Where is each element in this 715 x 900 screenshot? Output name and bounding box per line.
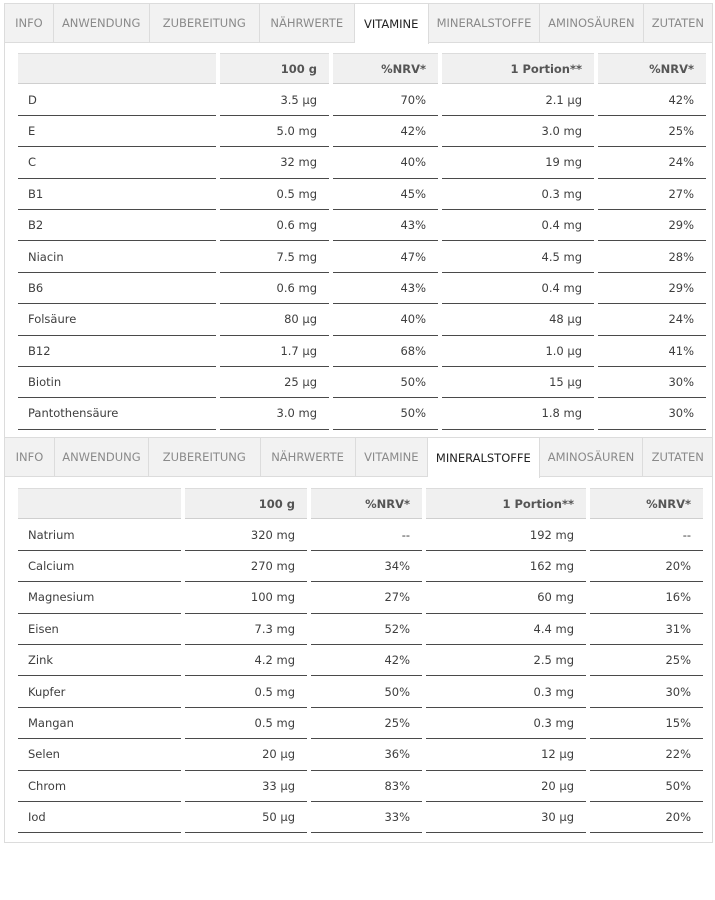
amount-per-100g: 0.6 mg bbox=[220, 273, 329, 304]
nutrient-name: B2 bbox=[18, 210, 216, 241]
nrv-per-portion: 24% bbox=[598, 304, 706, 335]
amount-per-100g: 7.3 mg bbox=[185, 614, 307, 645]
amount-per-portion: 48 µg bbox=[442, 304, 594, 335]
table-row bbox=[18, 676, 703, 707]
amount-per-portion: 0.3 mg bbox=[426, 676, 586, 707]
tab-naehrwerte[interactable]: NÄHRWERTE bbox=[260, 4, 355, 42]
table-row bbox=[18, 241, 706, 272]
table-row bbox=[18, 645, 703, 676]
nrv-per-100g: 45% bbox=[333, 179, 438, 210]
nrv-per-portion: 41% bbox=[598, 336, 706, 367]
amount-per-portion: 2.5 mg bbox=[426, 645, 586, 676]
amount-per-100g: 100 mg bbox=[185, 582, 307, 613]
nutrient-name: Pantothensäure bbox=[18, 398, 216, 429]
nrv-per-100g: 43% bbox=[333, 273, 438, 304]
tab-info[interactable]: INFO bbox=[5, 438, 55, 476]
header-nrv-portion: %NRV* bbox=[590, 488, 703, 519]
nutrient-name: Eisen bbox=[18, 614, 181, 645]
amount-per-portion: 60 mg bbox=[426, 582, 586, 613]
nrv-per-100g: 40% bbox=[333, 147, 438, 178]
vitamine-table bbox=[18, 53, 706, 430]
table-row bbox=[18, 304, 706, 335]
table-header-row bbox=[18, 53, 706, 84]
nutrient-name: Natrium bbox=[18, 519, 181, 550]
amount-per-portion: 0.3 mg bbox=[426, 708, 586, 739]
nutrient-name: Mangan bbox=[18, 708, 181, 739]
nrv-per-100g: 83% bbox=[311, 771, 422, 802]
nrv-per-100g: 52% bbox=[311, 614, 422, 645]
amount-per-100g: 33 µg bbox=[185, 771, 307, 802]
amount-per-100g: 5.0 mg bbox=[220, 116, 329, 147]
table-row bbox=[18, 210, 706, 241]
nrv-per-portion: 42% bbox=[598, 84, 706, 115]
table-row bbox=[18, 147, 706, 178]
nrv-per-portion: 30% bbox=[590, 676, 703, 707]
nutrient-name: Zink bbox=[18, 645, 181, 676]
nrv-per-100g: 33% bbox=[311, 802, 422, 833]
amount-per-portion: 1.8 mg bbox=[442, 398, 594, 429]
nutrient-name: Calcium bbox=[18, 551, 181, 582]
amount-per-portion: 30 µg bbox=[426, 802, 586, 833]
tab-zutaten[interactable]: ZUTATEN bbox=[651, 450, 704, 464]
tab-vitamine[interactable]: VITAMINE bbox=[356, 438, 428, 476]
nrv-per-100g: -- bbox=[311, 519, 422, 550]
table-row bbox=[18, 84, 706, 115]
nrv-per-portion: 24% bbox=[598, 147, 706, 178]
nrv-per-100g: 36% bbox=[311, 739, 422, 770]
tab-aminosaeuren[interactable]: AMINOSÄUREN bbox=[540, 4, 644, 42]
amount-per-100g: 50 µg bbox=[185, 802, 307, 833]
nrv-per-portion: 20% bbox=[590, 551, 703, 582]
table-row bbox=[18, 519, 703, 550]
tab-vitamine[interactable]: VITAMINE bbox=[355, 4, 429, 44]
nrv-per-portion: 30% bbox=[598, 398, 706, 429]
amount-per-portion: 19 mg bbox=[442, 147, 594, 178]
nrv-per-100g: 70% bbox=[333, 84, 438, 115]
amount-per-100g: 1.7 µg bbox=[220, 336, 329, 367]
amount-per-100g: 0.5 mg bbox=[220, 179, 329, 210]
tab-zutaten[interactable]: ZUTATEN bbox=[651, 16, 704, 30]
amount-per-100g: 3.5 µg bbox=[220, 84, 329, 115]
nutrient-name: D bbox=[18, 84, 216, 115]
nutrient-name: B12 bbox=[18, 336, 216, 367]
amount-per-100g: 4.2 mg bbox=[185, 645, 307, 676]
vitamine-panel bbox=[4, 3, 713, 441]
nrv-per-100g: 25% bbox=[311, 708, 422, 739]
table-row bbox=[18, 708, 703, 739]
tab-anwendung[interactable]: ANWENDUNG bbox=[54, 4, 150, 42]
table-row bbox=[18, 802, 703, 833]
table-row bbox=[18, 116, 706, 147]
table-row bbox=[18, 336, 706, 367]
nrv-per-100g: 50% bbox=[333, 398, 438, 429]
nrv-per-portion: 20% bbox=[590, 802, 703, 833]
nrv-per-portion: -- bbox=[590, 519, 703, 550]
nutrient-name: C bbox=[18, 147, 216, 178]
header-portion: 1 Portion** bbox=[426, 488, 586, 519]
amount-per-portion: 0.4 mg bbox=[442, 273, 594, 304]
amount-per-portion: 0.4 mg bbox=[442, 210, 594, 241]
nrv-per-100g: 43% bbox=[333, 210, 438, 241]
header-label bbox=[18, 53, 216, 84]
amount-per-portion: 1.0 µg bbox=[442, 336, 594, 367]
amount-per-100g: 0.5 mg bbox=[185, 676, 307, 707]
nrv-per-100g: 50% bbox=[333, 367, 438, 398]
header-per-100g: 100 g bbox=[220, 53, 329, 84]
nutrient-name: Magnesium bbox=[18, 582, 181, 613]
amount-per-portion: 3.0 mg bbox=[442, 116, 594, 147]
table-row bbox=[18, 582, 703, 613]
nrv-per-portion: 25% bbox=[598, 116, 706, 147]
amount-per-portion: 192 mg bbox=[426, 519, 586, 550]
tab-mineralstoffe[interactable]: MINERALSTOFFE bbox=[428, 438, 540, 478]
header-nrv: %NRV* bbox=[311, 488, 422, 519]
tab-bar bbox=[5, 4, 712, 43]
nrv-per-100g: 68% bbox=[333, 336, 438, 367]
nrv-per-portion: 25% bbox=[590, 645, 703, 676]
nrv-per-portion: 31% bbox=[590, 614, 703, 645]
table-row bbox=[18, 179, 706, 210]
header-nrv-portion: %NRV* bbox=[598, 53, 706, 84]
amount-per-portion: 2.1 µg bbox=[442, 84, 594, 115]
nrv-per-100g: 27% bbox=[311, 582, 422, 613]
nrv-per-portion: 29% bbox=[598, 210, 706, 241]
amount-per-100g: 20 µg bbox=[185, 739, 307, 770]
nutrient-name: Biotin bbox=[18, 367, 216, 398]
header-per-100g: 100 g bbox=[185, 488, 307, 519]
header-nrv: %NRV* bbox=[333, 53, 438, 84]
nrv-per-portion: 30% bbox=[598, 367, 706, 398]
amount-per-portion: 0.3 mg bbox=[442, 179, 594, 210]
table-row bbox=[18, 273, 706, 304]
amount-per-100g: 270 mg bbox=[185, 551, 307, 582]
amount-per-portion: 4.4 mg bbox=[426, 614, 586, 645]
nrv-per-100g: 42% bbox=[311, 645, 422, 676]
nrv-per-100g: 47% bbox=[333, 241, 438, 272]
amount-per-portion: 20 µg bbox=[426, 771, 586, 802]
tab-naehrwerte[interactable]: NÄHRWERTE bbox=[261, 438, 356, 476]
amount-per-100g: 7.5 mg bbox=[220, 241, 329, 272]
tab-bar bbox=[5, 438, 712, 477]
nrv-per-100g: 34% bbox=[311, 551, 422, 582]
nrv-per-100g: 50% bbox=[311, 676, 422, 707]
table-row bbox=[18, 739, 703, 770]
nutrient-name: B6 bbox=[18, 273, 216, 304]
nrv-per-portion: 28% bbox=[598, 241, 706, 272]
amount-per-100g: 32 mg bbox=[220, 147, 329, 178]
amount-per-portion: 4.5 mg bbox=[442, 241, 594, 272]
amount-per-100g: 0.6 mg bbox=[220, 210, 329, 241]
table-row bbox=[18, 771, 703, 802]
tab-info[interactable]: INFO bbox=[5, 4, 54, 42]
nutrient-name: Selen bbox=[18, 739, 181, 770]
amount-per-portion: 162 mg bbox=[426, 551, 586, 582]
amount-per-100g: 0.5 mg bbox=[185, 708, 307, 739]
mineralstoffe-panel bbox=[4, 437, 713, 843]
tab-zubereitung[interactable]: ZUBEREITUNG bbox=[149, 438, 261, 476]
table-row bbox=[18, 551, 703, 582]
amount-per-100g: 3.0 mg bbox=[220, 398, 329, 429]
nrv-per-portion: 22% bbox=[590, 739, 703, 770]
nrv-per-portion: 50% bbox=[590, 771, 703, 802]
table-row bbox=[18, 367, 706, 398]
nutrient-name: Niacin bbox=[18, 241, 216, 272]
table-row bbox=[18, 398, 706, 429]
nutrient-name: Kupfer bbox=[18, 676, 181, 707]
tab-zubereitung[interactable]: ZUBEREITUNG bbox=[150, 4, 260, 42]
amount-per-100g: 80 µg bbox=[220, 304, 329, 335]
nrv-per-100g: 42% bbox=[333, 116, 438, 147]
amount-per-portion: 12 µg bbox=[426, 739, 586, 770]
nutrient-name: Iod bbox=[18, 802, 181, 833]
tab-mineralstoffe[interactable]: MINERALSTOFFE bbox=[429, 4, 540, 42]
amount-per-100g: 320 mg bbox=[185, 519, 307, 550]
nutrient-name: E bbox=[18, 116, 216, 147]
amount-per-100g: 25 µg bbox=[220, 367, 329, 398]
nutrient-name: B1 bbox=[18, 179, 216, 210]
tab-anwendung[interactable]: ANWENDUNG bbox=[55, 438, 149, 476]
header-portion: 1 Portion** bbox=[442, 53, 594, 84]
nrv-per-portion: 15% bbox=[590, 708, 703, 739]
table-row bbox=[18, 614, 703, 645]
mineralstoffe-table bbox=[18, 488, 703, 833]
nrv-per-portion: 16% bbox=[590, 582, 703, 613]
table-header-row bbox=[18, 488, 703, 519]
nrv-per-portion: 29% bbox=[598, 273, 706, 304]
nrv-per-100g: 40% bbox=[333, 304, 438, 335]
nutrient-name: Folsäure bbox=[18, 304, 216, 335]
header-label bbox=[18, 488, 181, 519]
nrv-per-portion: 27% bbox=[598, 179, 706, 210]
tab-aminosaeuren[interactable]: AMINOSÄUREN bbox=[540, 438, 644, 476]
nutrient-name: Chrom bbox=[18, 771, 181, 802]
amount-per-portion: 15 µg bbox=[442, 367, 594, 398]
